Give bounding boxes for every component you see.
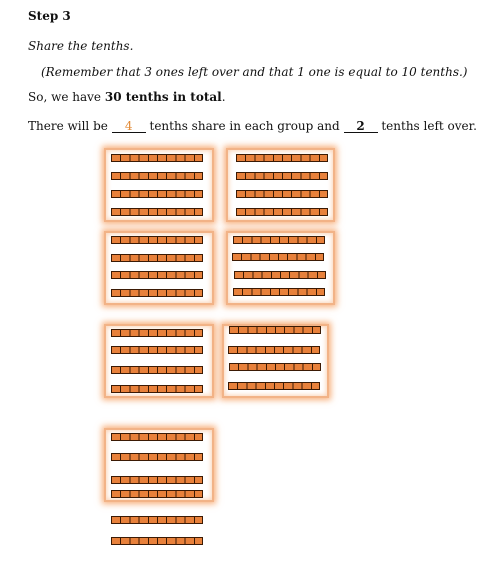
tenths-strip: [228, 346, 320, 354]
tenths-strip: [111, 329, 203, 337]
tenths-strip: [111, 271, 203, 279]
tenths-strip: [111, 476, 203, 484]
tenths-strip: [111, 453, 203, 461]
tenths-strip: [236, 172, 328, 180]
tenths-strip: [111, 172, 203, 180]
tenths-strip: [111, 289, 203, 297]
tenths-strip: [111, 366, 203, 374]
share-sentence: [28, 119, 477, 133]
tenths-strip: [111, 346, 203, 354]
tenths-strip: [111, 208, 203, 216]
step-heading: Step 3: [28, 9, 71, 23]
share-part2: tenths share in each group and: [145, 119, 344, 133]
answer-per-group-blank[interactable]: 4: [112, 120, 146, 133]
tenths-strip: [236, 190, 328, 198]
tenths-strip: [111, 385, 203, 393]
share-part1: There will be: [28, 119, 112, 133]
tenths-strip: [111, 254, 203, 262]
leftover-tenths-strip: [111, 516, 203, 524]
tenths-strip: [233, 288, 325, 296]
tenths-strip: [111, 433, 203, 441]
tenths-strip: [111, 154, 203, 162]
total-sentence: [28, 90, 226, 104]
reminder-text: (Remember that 3 ones left over and that 1 one is equal to 10 tenths.): [41, 65, 468, 79]
tenths-strip: [111, 236, 203, 244]
tenths-strip: [236, 208, 328, 216]
share-part3: tenths left over.: [377, 119, 477, 133]
tenths-strip: [229, 363, 321, 371]
tenths-strip: [228, 382, 320, 390]
tenths-strip: [111, 190, 203, 198]
leftover-tenths-strip: [111, 537, 203, 545]
tenths-strip: [229, 326, 321, 334]
tenths-strip: [111, 490, 203, 498]
answer-left-over-blank[interactable]: 2: [344, 120, 378, 133]
instruction-text: Share the tenths.: [28, 39, 134, 53]
tenths-strip: [232, 253, 324, 261]
tenths-strip: [234, 271, 326, 279]
tenths-strip: [233, 236, 325, 244]
total-prefix: So, we have: [28, 90, 105, 104]
tenths-strip: [236, 154, 328, 162]
total-suffix: .: [221, 90, 226, 104]
total-emphasis: 30 tenths in total: [104, 90, 222, 104]
